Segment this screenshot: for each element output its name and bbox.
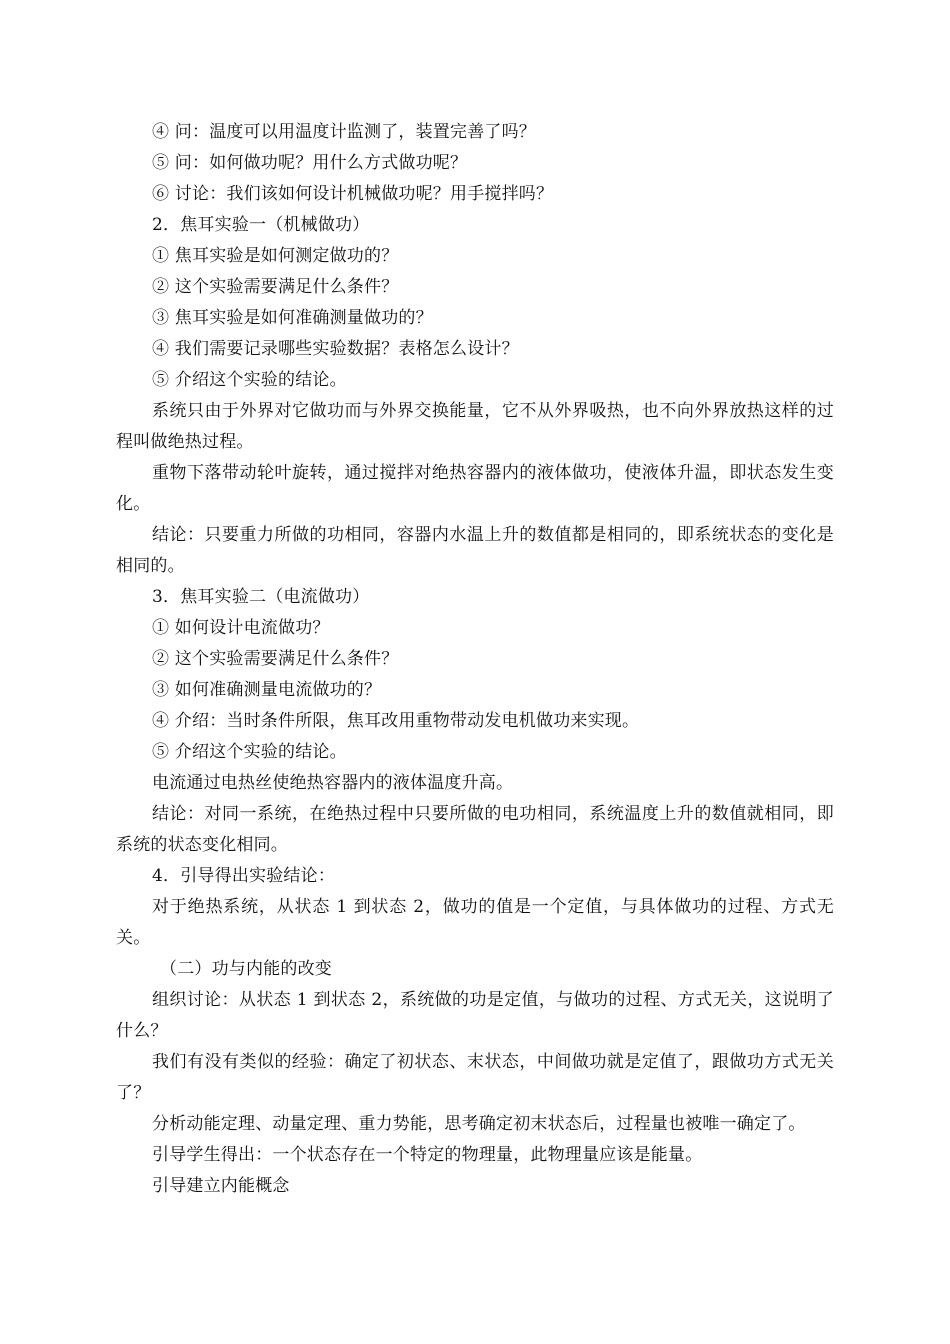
- list-item: ② 这个实验需要满足什么条件？: [152, 277, 399, 297]
- paragraph-adiabatic-system: 对于绝热系统，从状态 1 到状态 2，做功的值是一个定值，与具体做功的过程、方式无关。: [116, 897, 834, 948]
- section-heading-joule-experiment-1: 2．焦耳实验一（机械做功）: [152, 215, 370, 235]
- paragraph-discussion: 组织讨论：从状态 1 到状态 2，系统做的功是定值，与做功的过程、方式无关，这说明了什么？: [116, 990, 834, 1041]
- list-item: ② 这个实验需要满足什么条件？: [152, 649, 399, 669]
- list-item: ⑤ 介绍这个实验的结论。: [152, 742, 347, 762]
- paragraph-analysis: 分析动能定理、动量定理、重力势能，思考确定初末状态后，过程量也被唯一确定了。: [152, 1114, 806, 1134]
- list-item: ④ 我们需要记录哪些实验数据？表格怎么设计？: [152, 339, 519, 359]
- paragraph-adiabatic-definition: 系统只由于外界对它做功而与外界交换能量，它不从外界吸热，也不向外界放热这样的过程叫做绝热过程。: [116, 401, 834, 452]
- discussion-6-design: ⑥ 讨论：我们该如何设计机械做功呢？用手搅拌吗？: [152, 184, 554, 204]
- question-5-how-work: ⑤ 问：如何做功呢？用什么方式做功呢？: [152, 153, 468, 173]
- list-item: ⑤ 介绍这个实验的结论。: [152, 370, 347, 390]
- section-heading-work-internal-energy: （二）功与内能的改变: [160, 959, 332, 979]
- list-item: ③ 如何准确测量电流做功的？: [152, 680, 382, 700]
- paragraph-weight-falling: 重物下落带动轮叶旋转，通过搅拌对绝热容器内的液体做功，使液体升温，即状态发生变化。: [116, 463, 834, 514]
- paragraph-experience: 我们有没有类似的经验：确定了初状态、末状态，中间做功就是定值了，跟做功方式无关了？: [116, 1052, 834, 1103]
- paragraph-conclusion-1: 结论：只要重力所做的功相同，容器内水温上升的数值都是相同的，即系统状态的变化是相同的。: [116, 525, 834, 576]
- paragraph-internal-energy-concept: 引导建立内能概念: [152, 1176, 290, 1196]
- section-heading-experiment-conclusion: 4．引导得出实验结论：: [152, 866, 336, 886]
- list-item: ① 焦耳实验是如何测定做功的？: [152, 246, 399, 266]
- document-body: [116, 117, 834, 1202]
- list-item: ④ 介绍：当时条件所限，焦耳改用重物带动发电机做功来实现。: [152, 711, 640, 731]
- paragraph-guide-students: 引导学生得出：一个状态存在一个特定的物理量，此物理量应该是能量。: [152, 1145, 703, 1165]
- list-item: ① 如何设计电流做功？: [152, 618, 330, 638]
- paragraph-electric-heating: 电流通过电热丝使绝热容器内的液体温度升高。: [152, 773, 514, 793]
- list-item: ③ 焦耳实验是如何准确测量做功的？: [152, 308, 433, 328]
- section-heading-joule-experiment-2: 3．焦耳实验二（电流做功）: [152, 587, 370, 607]
- question-4-temperature: ④ 问：温度可以用温度计监测了，装置完善了吗？: [152, 122, 537, 142]
- paragraph-conclusion-2: 结论：对同一系统，在绝热过程中只要所做的电功相同，系统温度上升的数值就相同，即系统的状态变化相同。: [116, 804, 834, 855]
